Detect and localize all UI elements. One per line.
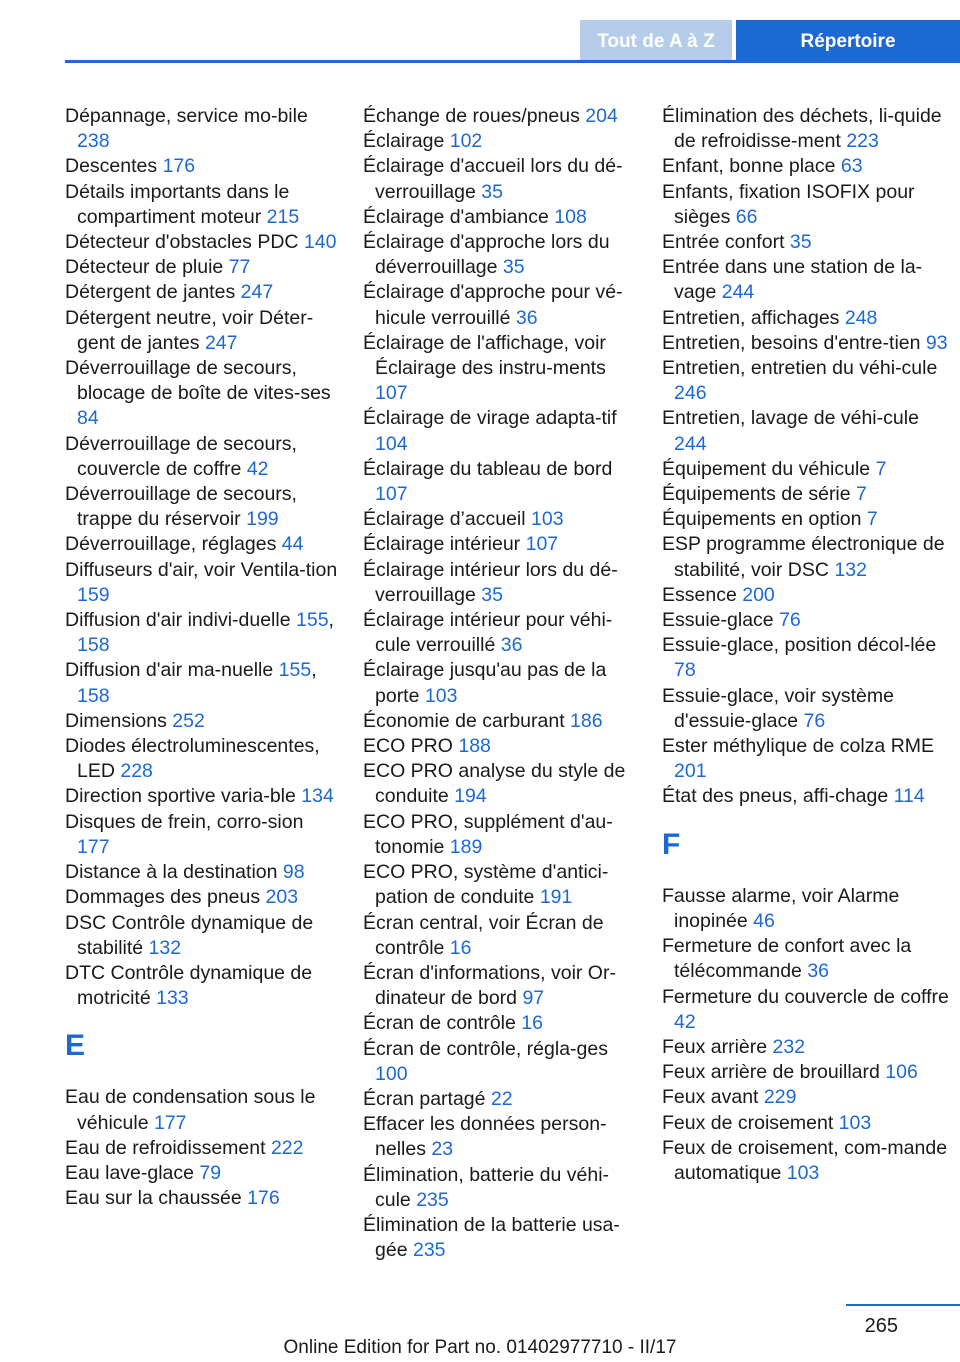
index-entry bbox=[662, 306, 952, 331]
page-link[interactable]: 222 bbox=[270, 1136, 304, 1159]
index-entry-text: Dommages des pneus bbox=[65, 886, 261, 909]
index-column-2 bbox=[363, 104, 643, 1263]
index-entry-text: Feux arrière de brouillard bbox=[662, 1061, 880, 1084]
index-entry-text: Feux arrière bbox=[662, 1035, 768, 1058]
index-entry bbox=[363, 1011, 643, 1036]
page-link[interactable]: 247 bbox=[240, 281, 274, 304]
index-entry-text: Entretien, affichages bbox=[662, 306, 840, 329]
index-entry bbox=[662, 154, 952, 179]
index-entry-text: Éclairage du tableau de bord bbox=[363, 457, 613, 480]
index-entry-text: Descentes bbox=[65, 155, 158, 178]
page-link[interactable]: 235 bbox=[412, 1239, 446, 1262]
index-entry-text: Déverrouillage, réglages bbox=[65, 533, 277, 556]
index-entry bbox=[363, 961, 643, 1011]
index-entry-text: Équipement du véhicule bbox=[662, 457, 871, 480]
page-link[interactable]: 235 bbox=[416, 1188, 449, 1211]
index-entry bbox=[363, 734, 643, 759]
header-rule bbox=[65, 60, 960, 63]
index-entry-text: Essuie-glace, position décol-lée bbox=[662, 634, 937, 657]
index-entry bbox=[662, 734, 952, 784]
index-entry bbox=[363, 608, 643, 658]
index-entry bbox=[662, 985, 952, 1035]
page-link[interactable]: 36 bbox=[807, 960, 830, 983]
index-entry-text: Éclairage de virage adapta-tif bbox=[363, 407, 617, 430]
index-entry bbox=[662, 104, 952, 154]
index-entry-text: Feux de croisement bbox=[662, 1111, 834, 1134]
index-entry-text: Détails importants dans le compartiment moteur bbox=[65, 180, 290, 228]
section-letter: E bbox=[65, 1029, 86, 1063]
index-entry-text: Entrée confort bbox=[662, 231, 785, 254]
index-entry-text: Diffuseurs d'air, voir Ventila-tion bbox=[65, 558, 338, 581]
index-entry-text: ECO PRO, système d'antici-pation de conduite bbox=[363, 861, 609, 909]
page-link[interactable]: 66 bbox=[735, 205, 758, 228]
index-entry bbox=[363, 1112, 643, 1162]
index-entry bbox=[662, 180, 952, 230]
footer-rule bbox=[846, 1304, 960, 1306]
index-entry-text: Diffusion d'air indivi-duelle bbox=[65, 609, 291, 632]
index-entry bbox=[65, 532, 340, 557]
index-entry-text: ESP programme électronique de stabilité, voir DSC bbox=[662, 533, 945, 581]
index-entry: Diffusion d'air indivi-duelle 155, 158 bbox=[65, 609, 334, 657]
index-entry-text: Fausse alarme, voir Alarme inopinée bbox=[662, 884, 900, 932]
index-entry-text: Éclairage bbox=[363, 130, 445, 153]
index-entry-text: Éclairage d'accueil lors du dé-verrouillage bbox=[363, 155, 623, 203]
index-entry bbox=[65, 280, 340, 305]
page-link[interactable]: 22 bbox=[490, 1087, 513, 1110]
index-entry-text: Feux avant bbox=[662, 1086, 759, 1109]
page-link[interactable]: 16 bbox=[449, 936, 472, 959]
page-link[interactable]: 79 bbox=[199, 1161, 222, 1184]
index-entry-text: Éclairage d'approche lors du déverrouillage bbox=[363, 231, 610, 279]
index-entry bbox=[363, 205, 643, 230]
page-link[interactable]: 44 bbox=[281, 533, 304, 556]
index-entry-text: Économie de carburant bbox=[363, 709, 565, 732]
page-link[interactable]: 244 bbox=[721, 281, 755, 304]
index-entry bbox=[662, 406, 952, 456]
page-link[interactable]: 35 bbox=[789, 231, 812, 254]
index-entry-text: Déverrouillage de secours, couvercle de coffre bbox=[65, 432, 297, 480]
index-entry bbox=[65, 558, 340, 608]
page-link[interactable]: 35 bbox=[481, 583, 503, 606]
page-link[interactable]: 252 bbox=[172, 709, 205, 732]
index-entry-text: ECO PRO bbox=[363, 735, 453, 758]
page-link[interactable]: 103 bbox=[786, 1161, 820, 1184]
index-entry-text: Déverrouillage de secours, trappe du réservoir bbox=[65, 483, 297, 531]
page-link[interactable]: 229 bbox=[763, 1086, 797, 1109]
index-entry-text: Enfant, bonne place bbox=[662, 155, 836, 178]
index-entry bbox=[363, 1213, 643, 1263]
index-entry bbox=[65, 961, 340, 1011]
index-entry bbox=[662, 507, 952, 532]
index-entry-text: ECO PRO analyse du style de conduite bbox=[363, 760, 626, 808]
index-entry bbox=[65, 1085, 340, 1135]
index-entry-text: Feux de croisement, com-mande automatique bbox=[662, 1136, 948, 1184]
index-entry-text: Eau de condensation sous le véhicule bbox=[65, 1086, 316, 1134]
page-link[interactable]: 108 bbox=[554, 205, 587, 228]
page-link[interactable]: 189 bbox=[449, 835, 483, 858]
page-link[interactable]: 158 bbox=[77, 684, 110, 707]
page-link[interactable]: 155 bbox=[296, 609, 329, 632]
index-entry-text: État des pneus, affi-chage bbox=[662, 785, 889, 808]
index-entry bbox=[363, 331, 643, 407]
index-entry bbox=[662, 230, 952, 255]
page-link[interactable]: 246 bbox=[674, 382, 707, 405]
page-link[interactable]: 103 bbox=[531, 508, 564, 531]
index-entry bbox=[662, 1085, 952, 1110]
index-entry bbox=[662, 532, 952, 582]
index-entry bbox=[65, 255, 340, 280]
index-entry bbox=[65, 356, 340, 432]
index-entry-text: Éclairage jusqu'au pas de la porte bbox=[363, 659, 607, 707]
index-column-1 bbox=[65, 104, 340, 1211]
index-entry bbox=[65, 306, 340, 356]
index-entry bbox=[662, 1111, 952, 1136]
page-link[interactable]: 203 bbox=[265, 886, 299, 909]
index-entry bbox=[65, 482, 340, 532]
index-entry-text: Eau lave-glace bbox=[65, 1161, 194, 1184]
page-link[interactable]: 228 bbox=[120, 760, 153, 783]
index-entry bbox=[65, 1136, 340, 1161]
page-link[interactable]: 84 bbox=[77, 407, 99, 430]
page-link[interactable]: 97 bbox=[522, 987, 545, 1010]
page-link[interactable]: 194 bbox=[454, 785, 487, 808]
index-entry bbox=[363, 154, 643, 204]
index-entry-text: Éclairage d'approche pour vé-hicule verrouillé bbox=[363, 281, 623, 329]
index-entry-text: Éclairage d'ambiance bbox=[363, 205, 549, 228]
index-entry-text: Écran central, voir Écran de contrôle bbox=[363, 911, 604, 959]
page-link[interactable]: 155 bbox=[278, 659, 312, 682]
index-entry bbox=[662, 255, 952, 305]
index-entry bbox=[65, 154, 340, 179]
page-link[interactable]: 186 bbox=[570, 709, 603, 732]
page-link[interactable]: 42 bbox=[246, 457, 269, 480]
index-entry-text: Ester méthylique de colza RME bbox=[662, 735, 935, 758]
section-letter: F bbox=[662, 827, 681, 861]
index-entry bbox=[363, 1087, 643, 1112]
page-link[interactable]: 159 bbox=[77, 583, 110, 606]
index-entry bbox=[363, 1037, 643, 1087]
tab-repertoire[interactable]: Répertoire bbox=[736, 20, 960, 60]
index-entry-text: DTC Contrôle dynamique de motricité bbox=[65, 961, 313, 1010]
index-entry-text: Détecteur d'obstacles PDC bbox=[65, 231, 299, 254]
index-entry bbox=[662, 331, 952, 356]
index-entry bbox=[363, 709, 643, 734]
page-link[interactable]: 114 bbox=[893, 785, 925, 808]
index-entry bbox=[65, 734, 340, 784]
index-entry-text: Eau de refroidissement bbox=[65, 1136, 266, 1159]
index-entry bbox=[65, 104, 340, 154]
index-entry-text: Entretien, besoins d'entre-tien bbox=[662, 331, 921, 354]
index-entry bbox=[65, 911, 340, 961]
index-entry-text: Éclairage intérieur bbox=[363, 533, 521, 556]
page-link[interactable]: 107 bbox=[375, 483, 408, 506]
index-entry-text: Écran de contrôle bbox=[363, 1012, 516, 1035]
page-link[interactable]: 77 bbox=[228, 256, 251, 279]
index-entry bbox=[65, 810, 340, 860]
index-entry-text: Écran d'informations, voir Or-dinateur de bord bbox=[363, 961, 616, 1010]
index-entry bbox=[662, 884, 952, 934]
page-link[interactable]: 100 bbox=[375, 1062, 408, 1085]
index-entry bbox=[363, 129, 643, 154]
index-entry bbox=[363, 911, 643, 961]
page-link[interactable]: 223 bbox=[846, 130, 879, 153]
index-entry-text: Essence bbox=[662, 583, 737, 606]
index-entry-text: Élimination de la batterie usa-gée bbox=[363, 1213, 620, 1262]
index-entry bbox=[65, 1161, 340, 1186]
index-entry-text: Détecteur de pluie bbox=[65, 256, 224, 279]
index-entry-text: Essuie-glace bbox=[662, 609, 774, 632]
index-entry bbox=[363, 532, 643, 557]
page-link[interactable]: 103 bbox=[424, 684, 458, 707]
index-entry bbox=[65, 885, 340, 910]
index-entry bbox=[662, 608, 952, 633]
page-link[interactable]: 36 bbox=[500, 634, 523, 657]
index-entry-text: Entretien, entretien du véhi-cule bbox=[662, 357, 938, 380]
page-link[interactable]: 204 bbox=[585, 105, 618, 127]
index-entry: Diffusion d'air ma-nuelle 155, 158 bbox=[65, 659, 317, 707]
index-entry bbox=[363, 759, 643, 809]
page-link[interactable]: 7 bbox=[866, 508, 878, 531]
page-link[interactable]: 98 bbox=[282, 861, 305, 884]
index-entry bbox=[662, 583, 952, 608]
index-entry-text: Diffusion d'air ma-nuelle bbox=[65, 659, 274, 682]
page-link[interactable]: 199 bbox=[246, 508, 279, 531]
index-entry bbox=[662, 1060, 952, 1085]
index-entry-text: Écran de contrôle, régla-ges bbox=[363, 1037, 608, 1060]
index-entry-text: Eau sur la chaussée bbox=[65, 1187, 242, 1210]
page-link[interactable]: 42 bbox=[674, 1010, 696, 1033]
index-entry bbox=[363, 457, 643, 507]
index-entry-text: Distance à la destination bbox=[65, 861, 278, 884]
page-link[interactable]: 248 bbox=[844, 306, 878, 329]
index-entry bbox=[363, 1163, 643, 1213]
index-entry bbox=[65, 860, 340, 885]
page-link[interactable]: 106 bbox=[885, 1061, 918, 1084]
page-link[interactable]: 36 bbox=[515, 306, 538, 329]
index-entry bbox=[662, 633, 952, 683]
index-entry-text: Disques de frein, corro-sion bbox=[65, 810, 304, 833]
page-link[interactable]: 78 bbox=[674, 659, 696, 682]
index-entry bbox=[662, 784, 952, 809]
page-link[interactable]: 133 bbox=[156, 987, 189, 1010]
page-link[interactable]: 191 bbox=[539, 886, 573, 909]
page-link[interactable]: 107 bbox=[375, 382, 408, 405]
index-entry bbox=[363, 558, 643, 608]
index-entry-text: Enfants, fixation ISOFIX pour sièges bbox=[662, 180, 915, 228]
index-entry bbox=[363, 280, 643, 330]
index-entry-text: Effacer les données person-nelles bbox=[363, 1113, 607, 1161]
index-entry bbox=[662, 1136, 952, 1186]
page-link[interactable]: 7 bbox=[856, 483, 867, 506]
page-link[interactable]: 132 bbox=[148, 936, 182, 959]
index-entry-text: Écran partagé bbox=[363, 1087, 486, 1110]
index-entry bbox=[363, 860, 643, 910]
index-entry-text: Déverrouillage de secours, blocage de boîte de vites-ses bbox=[65, 357, 331, 405]
index-entry bbox=[65, 1186, 340, 1211]
index-entry bbox=[65, 432, 340, 482]
page-link[interactable]: 132 bbox=[834, 558, 867, 581]
index-entry-text: Fermeture du couvercle de coffre bbox=[662, 985, 949, 1008]
index-entry-text: Équipements de série bbox=[662, 483, 851, 506]
index-entry bbox=[65, 230, 340, 255]
index-entry-text: Éclairage d’accueil bbox=[363, 508, 526, 531]
index-entry-text: Échange de roues/pneus bbox=[363, 105, 580, 127]
index-entry bbox=[662, 934, 952, 984]
page-link[interactable]: 201 bbox=[674, 760, 707, 783]
index-entry-text: Dépannage, service mo-bile bbox=[65, 105, 308, 127]
index-entry bbox=[65, 709, 340, 734]
page-link[interactable]: 103 bbox=[838, 1111, 872, 1134]
page-link[interactable]: 140 bbox=[303, 231, 337, 254]
index-entry-text: Entrée dans une station de la-vage bbox=[662, 256, 923, 304]
page-link[interactable]: 63 bbox=[840, 155, 863, 178]
page-link[interactable]: 93 bbox=[925, 331, 948, 354]
index-entry bbox=[65, 180, 340, 230]
index-entry bbox=[65, 784, 340, 809]
page-link[interactable]: 177 bbox=[153, 1111, 187, 1134]
page-link[interactable]: 176 bbox=[247, 1187, 280, 1210]
index-entry-text: Détergent neutre, voir Déter-gent de jantes bbox=[65, 306, 314, 354]
page-link[interactable]: 76 bbox=[779, 609, 801, 632]
index-entry-text: Entretien, lavage de véhi-cule bbox=[662, 407, 919, 430]
index-entry bbox=[662, 356, 952, 406]
page-link[interactable]: 232 bbox=[772, 1035, 806, 1058]
page-link[interactable]: 35 bbox=[502, 256, 525, 279]
page-link[interactable]: 176 bbox=[162, 155, 196, 178]
index-entry-text: Diodes électroluminescentes, LED bbox=[65, 735, 320, 783]
index-entry bbox=[363, 658, 643, 708]
page-link[interactable]: 23 bbox=[431, 1138, 454, 1161]
index-entry-text: Essuie-glace, voir système d'essuie-glace bbox=[662, 684, 894, 732]
page-link[interactable]: 76 bbox=[803, 709, 826, 732]
index-entry-text: Élimination, batterie du véhi-cule bbox=[363, 1163, 610, 1211]
index-entry-text: Éclairage de l'affichage, voir Éclairage des instru-ments bbox=[363, 331, 606, 380]
index-entry bbox=[363, 230, 643, 280]
page-link[interactable]: 238 bbox=[77, 130, 110, 153]
index-entry bbox=[363, 104, 643, 129]
index-entry-text: Éclairage intérieur lors du dé-verrouillage bbox=[363, 558, 618, 606]
index-entry-text: Éclairage intérieur pour véhi-cule verrouillé bbox=[363, 609, 613, 657]
page-link[interactable]: 188 bbox=[458, 735, 491, 758]
index-entry-text: Équipements en option bbox=[662, 508, 862, 531]
index-entry bbox=[662, 457, 952, 482]
page-link[interactable]: 158 bbox=[77, 634, 110, 657]
tab-tout-de-a-a-z[interactable]: Tout de A à Z bbox=[580, 20, 732, 60]
index-entry-text: Direction sportive varia-ble bbox=[65, 785, 296, 808]
page-link[interactable]: 102 bbox=[449, 130, 483, 153]
page-link[interactable]: 244 bbox=[674, 432, 707, 455]
page-link[interactable]: 200 bbox=[742, 583, 775, 606]
index-column-3 bbox=[662, 104, 952, 1186]
page-link[interactable]: 104 bbox=[375, 432, 408, 455]
page-link[interactable]: 177 bbox=[77, 835, 110, 858]
page-link[interactable]: 247 bbox=[204, 331, 238, 354]
index-entry-text: Dimensions bbox=[65, 709, 167, 732]
index-entry-text: DSC Contrôle dynamique de stabilité bbox=[65, 911, 314, 959]
index-entry bbox=[662, 684, 952, 734]
index-entry bbox=[363, 810, 643, 860]
index-entry-text: Détergent de jantes bbox=[65, 281, 236, 304]
page-link[interactable]: 7 bbox=[875, 457, 887, 480]
page-link[interactable]: 35 bbox=[481, 180, 503, 203]
page-link[interactable]: 107 bbox=[525, 533, 559, 556]
index-entry-text: Élimination des déchets, li-quide de refroidisse-ment bbox=[662, 105, 942, 153]
index-entry-text: ECO PRO, supplément d'au-tonomie bbox=[363, 810, 613, 858]
page-link[interactable]: 46 bbox=[753, 909, 775, 932]
index-entry bbox=[662, 482, 952, 507]
index-entry bbox=[662, 1035, 952, 1060]
index-entry-text: Fermeture de confort avec la télécommande bbox=[662, 935, 912, 983]
edition-note: Online Edition for Part no. 01402977710 - II/17 bbox=[283, 1337, 677, 1358]
page-link[interactable]: 134 bbox=[301, 785, 334, 808]
page-number: 265 bbox=[864, 1315, 898, 1337]
index-entry bbox=[363, 406, 643, 456]
page-link[interactable]: 16 bbox=[521, 1012, 543, 1035]
index-entry bbox=[363, 507, 643, 532]
page-link[interactable]: 215 bbox=[266, 205, 300, 228]
